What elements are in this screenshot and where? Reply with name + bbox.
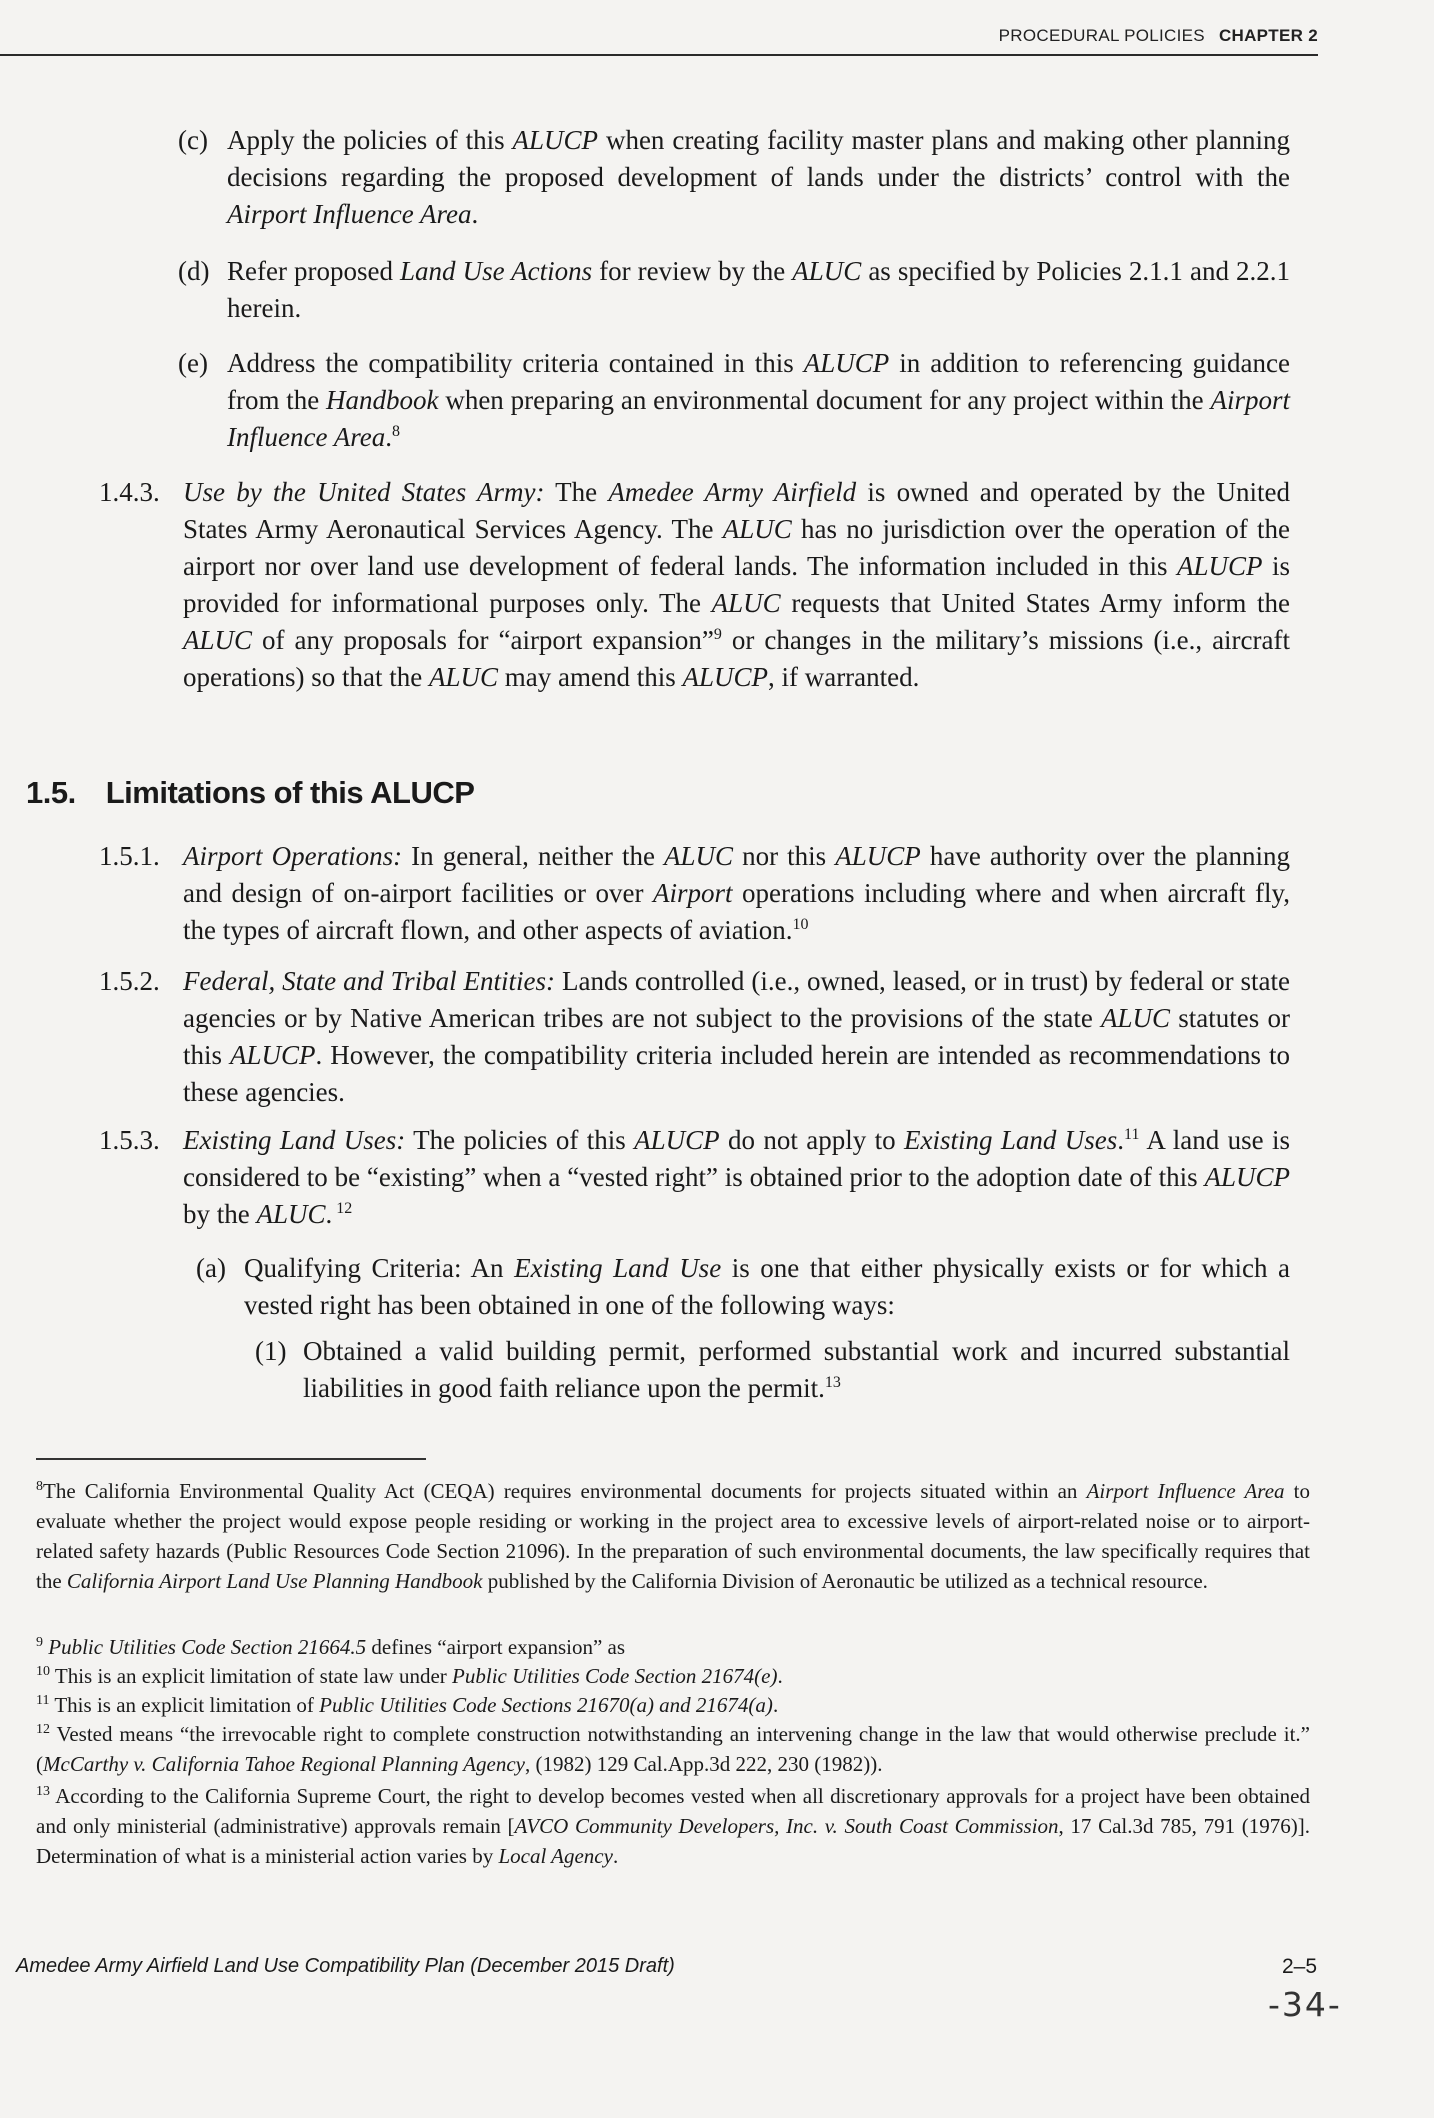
- section-1-5-2-text: Federal, State and Tribal Entities: Lands controlled (i.e., owned, leased, or in trust) by federal or state agencies or by Native American tribes are not subject to the provisions of the state ALUC statutes or this ALUCP. However, the compatibility criteria included herein are intended as recommendations to these agencies.: [183, 966, 1291, 1107]
- footnote-ref-9: 9: [713, 626, 722, 643]
- item-e-label: (e): [178, 348, 208, 378]
- running-header: [0, 26, 1318, 56]
- footnote-ref-10: 10: [792, 916, 809, 933]
- section-1-5-1-text: Airport Operations: In general, neither the ALUC nor this ALUCP have authority over the planning and design of on-airport facilities or over Airport operations including where and when aircraft fly, the types of aircraft flown, and other aspects of aviation.$^{10}$: [183, 841, 1290, 945]
- section-1-5-2-number: 1.5.2.: [99, 966, 160, 996]
- handwritten-page-number: -34-: [1268, 1985, 1342, 2024]
- footnote-ref-11: 11: [1124, 1126, 1140, 1143]
- section-1-4-3-title: Use by the United States Army:: [183, 477, 545, 507]
- footnote-9: $^9$ Public Utilities Code Section 21664.5 defines “airport expansion” as: [36, 1635, 626, 1659]
- item-1-text: Obtained a valid building permit, performed substantial work and incurred substantial liabilities in good faith reliance upon the permit.$^{13}$: [303, 1336, 1290, 1403]
- item-c-label: (c): [178, 125, 208, 155]
- header-chapter: CHAPTER 2: [1218, 26, 1318, 45]
- footnote-11: $^{11}$ This is an explicit limitation of Public Utilities Code Sections 21670(a) and 21674(a).: [36, 1693, 779, 1717]
- item-a-text: Qualifying Criteria: An Existing Land Use is one that either physically exists or for which a vested right has been obtained in one of the following ways:: [244, 1253, 1290, 1320]
- footnote-ref-12: 12: [332, 1200, 353, 1217]
- item-d-text: Refer proposed Land Use Actions for review by the ALUC as specified by Policies 2.1.1 and 2.2.1 herein.: [227, 256, 1290, 323]
- section-heading-1-5: [26, 775, 474, 811]
- header-section: PROCEDURAL POLICIES: [998, 26, 1205, 45]
- footnote-ref-8: 8: [391, 423, 400, 440]
- section-heading-number: 1.5.: [26, 775, 76, 810]
- footnote-divider: [36, 1458, 426, 1460]
- item-c-text: Apply the policies of this ALUCP when creating facility master plans and making other planning decisions regarding the proposed development of lands under the districts’ control with the Airport Influence Area.: [227, 125, 1290, 229]
- section-heading-title: Limitations of this ALUCP: [105, 775, 475, 810]
- section-1-5-3-title: Existing Land Uses:: [183, 1125, 406, 1155]
- section-1-5-3-number: 1.5.3.: [99, 1125, 160, 1155]
- footnote-12: $^{12}$ Vested means “the irrevocable right to complete construction notwithstanding an intervening change in the law that would otherwise preclude it.” (McCarthy v. California Tahoe Regional Planning Agency, (1982) 129 Cal.App.3d 222, 230 (1982)).: [36, 1722, 1310, 1776]
- item-d-label: (d): [178, 256, 210, 286]
- header-text: [999, 26, 1318, 46]
- footnote-10: $^{10}$ This is an explicit limitation of state law under Public Utilities Code Section 21674(e).: [36, 1664, 783, 1688]
- section-1-5-1-title: Airport Operations:: [183, 841, 403, 871]
- item-1-label: (1): [255, 1336, 287, 1366]
- footer-page-number: 2–5: [1282, 1955, 1318, 1978]
- section-1-5-3-text: Existing Land Uses: The policies of this ALUCP do not apply to Existing Land Uses.$^{11}$ A land use is considered to be “existing” when a “vested right” is obtained prior to the adoption date of this ALUCP by the ALUC. $^{12}$: [183, 1125, 1290, 1229]
- section-1-4-3-number: 1.4.3.: [99, 477, 160, 507]
- section-1-5-1-number: 1.5.1.: [99, 841, 160, 871]
- footnote-8: $^8$The California Environmental Quality Act (CEQA) requires environmental documents for projects situated within an Airport Influence Area to evaluate whether the project would expose people residing or working in the project area to excessive levels of airport-related noise or to airport-related safety hazards (Public Resources Code Section 21096). In the preparation of such environmental documents, the law specifically requires that the California Airport Land Use Planning Handbook published by the California Division of Aeronautic be utilized as a technical resource.: [36, 1479, 1310, 1593]
- footer-document-title: Amedee Army Airfield Land Use Compatibility Plan (December 2015 Draft): [16, 1955, 675, 1977]
- item-e-text: Address the compatibility criteria contained in this ALUCP in addition to referencing guidance from the Handbook when preparing an environmental document for any project within the Airport Influence Area.$^8$: [227, 348, 1291, 452]
- footnote-13: $^{13}$ According to the California Supreme Court, the right to develop becomes vested when all discretionary approvals for a project have been obtained and only ministerial (administrative) approvals remain [AVCO Community Developers, Inc. v. South Coast Commission, 17 Cal.3d 785, 791 (1976)]. Determination of what is a ministerial action varies by Local Agency.: [36, 1784, 1310, 1868]
- footnote-ref-13: 13: [824, 1374, 841, 1391]
- section-1-5-2-title: Federal, State and Tribal Entities:: [183, 966, 556, 996]
- item-a-label: (a): [196, 1253, 226, 1283]
- section-1-4-3-text: Use by the United States Army: The Amedee Army Airfield is owned and operated by the United States Army Aeronautical Services Agency. The ALUC has no jurisdiction over the operation of the airport nor over land use development of federal lands. The information included in this ALUCP is provided for informational purposes only. The ALUC requests that United States Army inform the ALUC of any proposals for “airport expansion”$^9$ or changes in the military’s missions (i.e., aircraft operations) so that the ALUC may amend this ALUCP, if warranted.: [183, 477, 1290, 692]
